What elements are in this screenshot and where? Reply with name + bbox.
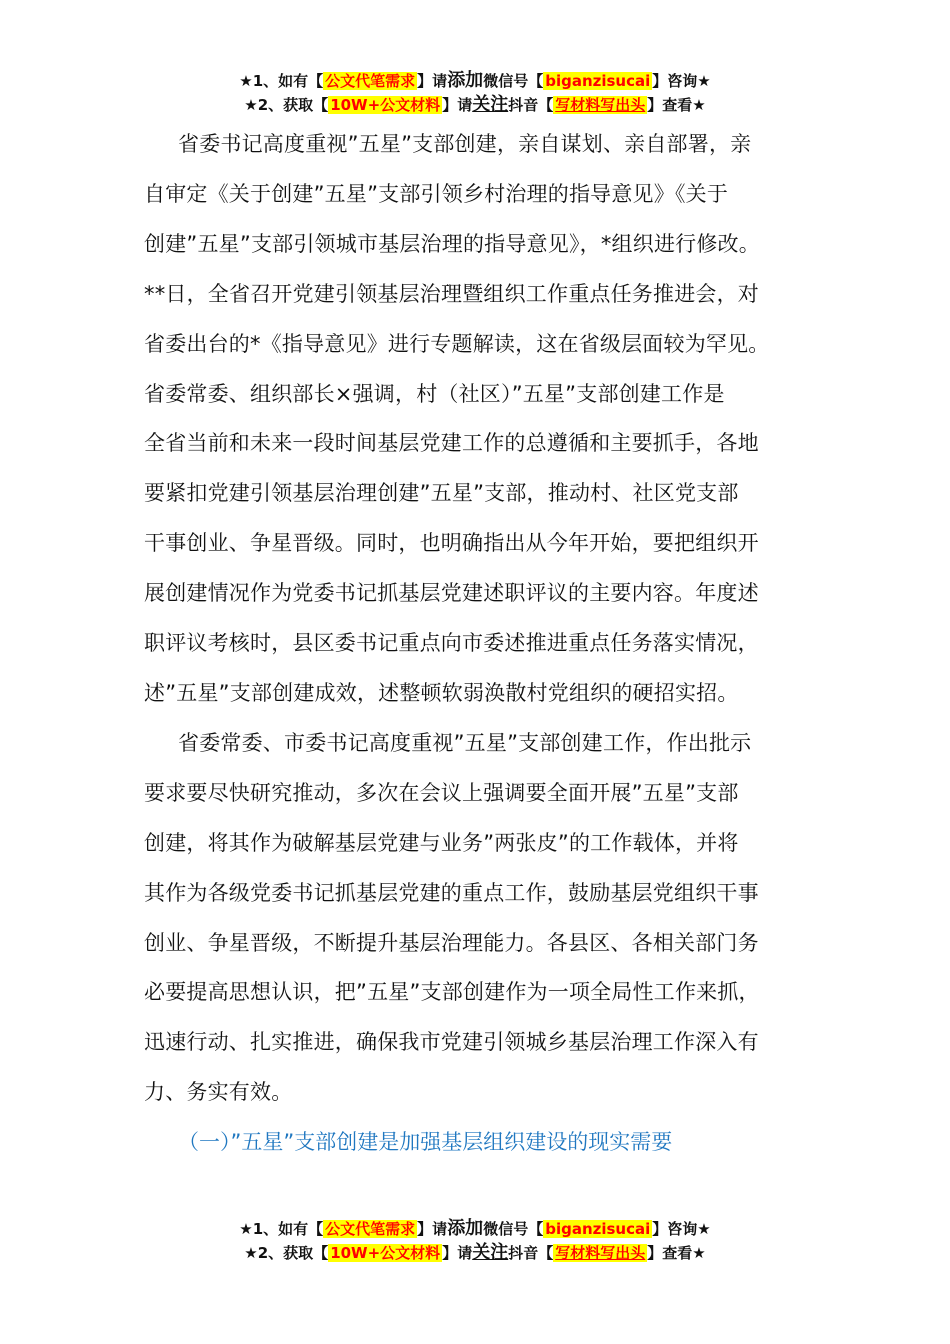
text-line: 省委书记高度重视”五星”支部创建，亲自谋划、亲自部署，亲 xyxy=(178,132,752,156)
promo-wechat-id: biganzisucai xyxy=(545,72,651,90)
promo-text: 】查看★ xyxy=(647,1244,706,1262)
promo-highlight: 公文代笔需求 xyxy=(325,1220,416,1238)
footer-promo xyxy=(0,1217,950,1265)
text-line: 自审定《关于创建”五星”支部引领乡村治理的指导意见》《关于 xyxy=(144,181,729,206)
text-line: 述”五星”支部创建成效，述整顿软弱涣散村党组织的硬招实招。 xyxy=(144,680,739,705)
promo-emphasis: 添加 xyxy=(447,70,484,91)
text-line: 必要提高思想认识，把”五星”支部创建作为一项全局性工作来抓， xyxy=(144,980,760,1005)
promo-highlight: 公文代笔需求 xyxy=(325,72,416,90)
text-line: 创业、争星晋级，不断提升基层治理能力。各县区、各相关部门务 xyxy=(144,930,759,955)
promo-text: 】请 xyxy=(417,1220,448,1238)
promo-text: 】查看★ xyxy=(647,96,706,114)
promo-text: 】请 xyxy=(417,72,448,90)
text-line: 干事创业、争星晋级。同时，也明确指出从今年开始，要把组织开 xyxy=(144,531,759,556)
text-line: 全省当前和未来一段时间基层党建工作的总遵循和主要抓手，各地 xyxy=(144,431,759,456)
text-line: 省委出台的*《指导意见》进行专题解读，这在省级层面较为罕见。 xyxy=(144,331,770,356)
promo-text: 】咨询★ xyxy=(652,72,711,90)
text-line: 省委常委、市委书记高度重视”五星”支部创建工作，作出批示 xyxy=(178,730,752,755)
promo-text: 微信号【 xyxy=(483,72,544,90)
promo-text: 抖音【 xyxy=(508,1244,554,1262)
text-line: 展创建情况作为党委书记抓基层党建述职评议的主要内容。年度述 xyxy=(144,581,759,606)
promo-text: 】咨询★ xyxy=(652,1220,711,1238)
text-line: 要求要尽快研究推动，多次在会议上强调要全面开展”五星”支部 xyxy=(144,780,739,805)
header-promo-line-1 xyxy=(0,69,950,93)
promo-emphasis: 添加 xyxy=(447,1218,484,1239)
promo-wechat-id: biganzisucai xyxy=(545,1220,651,1238)
text-line: 力、务实有效。 xyxy=(144,1080,293,1105)
text-line: 职评议考核时，县区委书记重点向市委述推进重点任务落实情况， xyxy=(144,631,759,656)
text-line: 省委常委、组织部长×强调，村（社区）”五星”支部创建工作是 xyxy=(144,381,725,406)
promo-text: 】请 xyxy=(442,96,473,114)
promo-highlight: 10W+公文材料 xyxy=(330,96,441,114)
document-body xyxy=(144,120,834,1168)
promo-text: ★1、如有【 xyxy=(239,72,324,90)
promo-text: 抖音【 xyxy=(508,96,554,114)
text-line: 要紧扣党建引领基层治理创建”五星”支部，推动村、社区党支部 xyxy=(144,481,739,506)
text-line: 创建”五星”支部引领城市基层治理的指导意见》，*组织进行修改。 xyxy=(144,231,760,256)
promo-text: ★1、如有【 xyxy=(239,1220,324,1238)
promo-text: 】请 xyxy=(442,1244,473,1262)
footer-promo-line-1 xyxy=(0,1217,950,1241)
header-promo xyxy=(0,69,950,117)
promo-text: ★2、获取【 xyxy=(244,1244,329,1262)
text-line: 迅速行动、扎实推进，确保我市党建引领城乡基层治理工作深入有 xyxy=(144,1030,759,1055)
section-heading: （一）”五星”支部创建是加强基层组织建设的现实需要 xyxy=(178,1130,673,1155)
promo-douyin-id: 写材料写出头 xyxy=(555,96,646,114)
paragraph-2 xyxy=(144,719,834,1118)
text-line: **日，全省召开党建引领基层治理暨组织工作重点任务推进会，对 xyxy=(144,281,759,306)
promo-emphasis: 关注 xyxy=(472,1242,509,1263)
promo-highlight: 10W+公文材料 xyxy=(330,1244,441,1262)
promo-emphasis: 关注 xyxy=(472,94,509,115)
promo-text: ★2、获取【 xyxy=(244,96,329,114)
text-line: 其作为各级党委书记抓基层党建的重点工作，鼓励基层党组织干事 xyxy=(144,880,759,905)
promo-text: 微信号【 xyxy=(483,1220,544,1238)
paragraph-1 xyxy=(144,120,834,719)
footer-promo-line-2 xyxy=(0,1241,950,1265)
text-line: 创建，将其作为破解基层党建与业务”两张皮”的工作载体，并将 xyxy=(144,830,739,855)
promo-douyin-id: 写材料写出头 xyxy=(555,1244,646,1262)
header-promo-line-2 xyxy=(0,93,950,117)
